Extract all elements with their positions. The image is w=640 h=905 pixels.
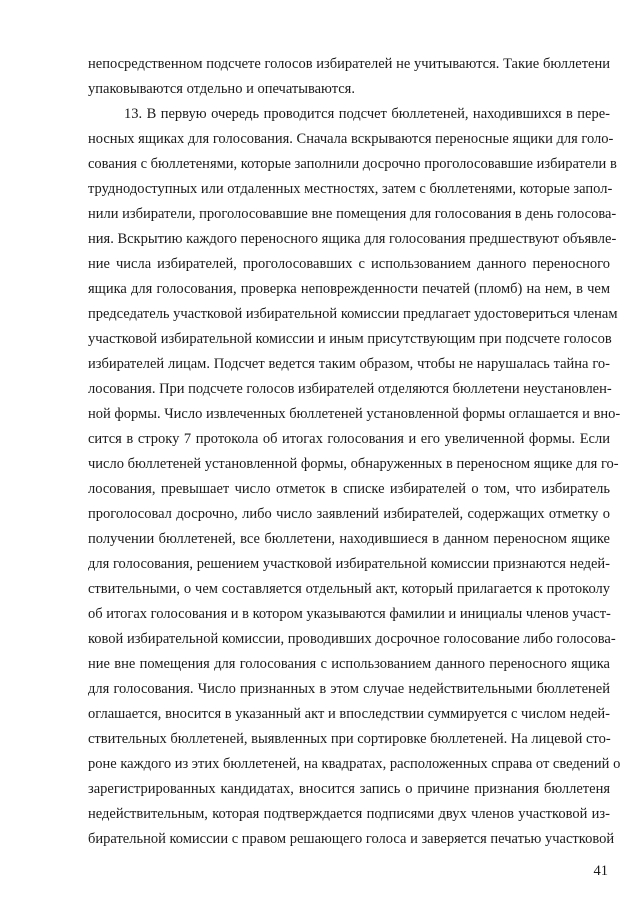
text-line: носных ящиках для голосования. Сначала вскрываются переносные ящики для голо- (88, 131, 614, 147)
text-line: число бюллетеней установленной формы, обнаруженных в переносном ящике для го- (88, 456, 619, 472)
text-line: оглашается, вносится в указанный акт и впоследствии суммируется с числом недей- (88, 706, 610, 722)
text-line: председатель участковой избирательной комиссии предлагает удостовериться членам (88, 306, 618, 322)
text-line: ящика для голосования, проверка неповрежденности печатей (пломб) на нем, в чем (88, 281, 610, 297)
text-line: лосования. При подсчете голосов избирателей отделяются бюллетени неустановлен- (88, 381, 612, 397)
text-line: ние числа избирателей, проголосовавших с использованием данного переносного (88, 256, 610, 272)
text-line: получении бюллетеней, все бюллетени, находившиеся в данном переносном ящике (88, 531, 610, 547)
text-line: ковой избирательной комиссии, проводивших досрочное голосование либо голосова- (88, 631, 616, 647)
text-line: зарегистрированных кандидатах, вносится запись о причине признания бюллетеня (88, 781, 610, 797)
text-line: недействительным, которая подтверждается подписями двух членов участковой из- (88, 806, 610, 822)
text-line: проголосовал досрочно, либо число заявлений избирателей, содержащих отметку о (88, 506, 610, 522)
text-line: лосования, превышает число отметок в списке избирателей о том, что избиратель (88, 481, 610, 497)
text-line: труднодоступных или отдаленных местностях, затем с бюллетенями, которые запол- (88, 181, 613, 197)
text-line: непосредственном подсчете голосов избирателей не учитываются. Такие бюллетени (88, 56, 610, 72)
text-line: об итогах голосования и в котором указываются фамилии и инициалы членов участ- (88, 606, 611, 622)
text-line: роне каждого из этих бюллетеней, на квадратах, расположенных справа от сведений о (88, 756, 621, 772)
text-line: для голосования. Число признанных в этом случае недействительными бюллетеней (88, 681, 610, 697)
text-line: бирательной комиссии с правом решающего голоса и заверяется печатью участковой (88, 831, 615, 847)
text-line: ние вне помещения для голосования с использованием данного переносного ящика (88, 656, 610, 672)
text-line: ной формы. Число извлеченных бюллетеней установленной формы оглашается и вно- (88, 406, 621, 422)
text-line: участковой избирательной комиссии и иным присутствующим при подсчете голосов (88, 331, 612, 347)
text-line: сится в строку 7 протокола об итогах голосования и его увеличенной формы. Если (88, 431, 610, 447)
text-line: избирателей лицам. Подсчет ведется таким образом, чтобы не нарушалась тайна го- (88, 356, 610, 372)
text-line: ствительных бюллетеней, выявленных при сортировке бюллетеней. На лицевой сто- (88, 731, 611, 747)
paragraph-13-start: 13. В первую очередь проводится подсчет бюллетеней, находившихся в пере- (124, 106, 610, 122)
text-line: сования с бюллетенями, которые заполнили досрочно проголосовавшие избиратели в (88, 156, 617, 172)
text-line: нили избиратели, проголосовавшие вне помещения для голосования в день голосова- (88, 206, 617, 222)
page-number: 41 (593, 863, 608, 879)
text-line: ствительными, о чем составляется отдельный акт, который прилагается к протоколу (88, 581, 610, 597)
text-line: для голосования, решением участковой избирательной комиссии признаются недей- (88, 556, 610, 572)
text-line: ния. Вскрытию каждого переносного ящика для голосования предшествуют объявле- (88, 231, 617, 247)
text-line: упаковываются отдельно и опечатываются. (88, 81, 355, 97)
